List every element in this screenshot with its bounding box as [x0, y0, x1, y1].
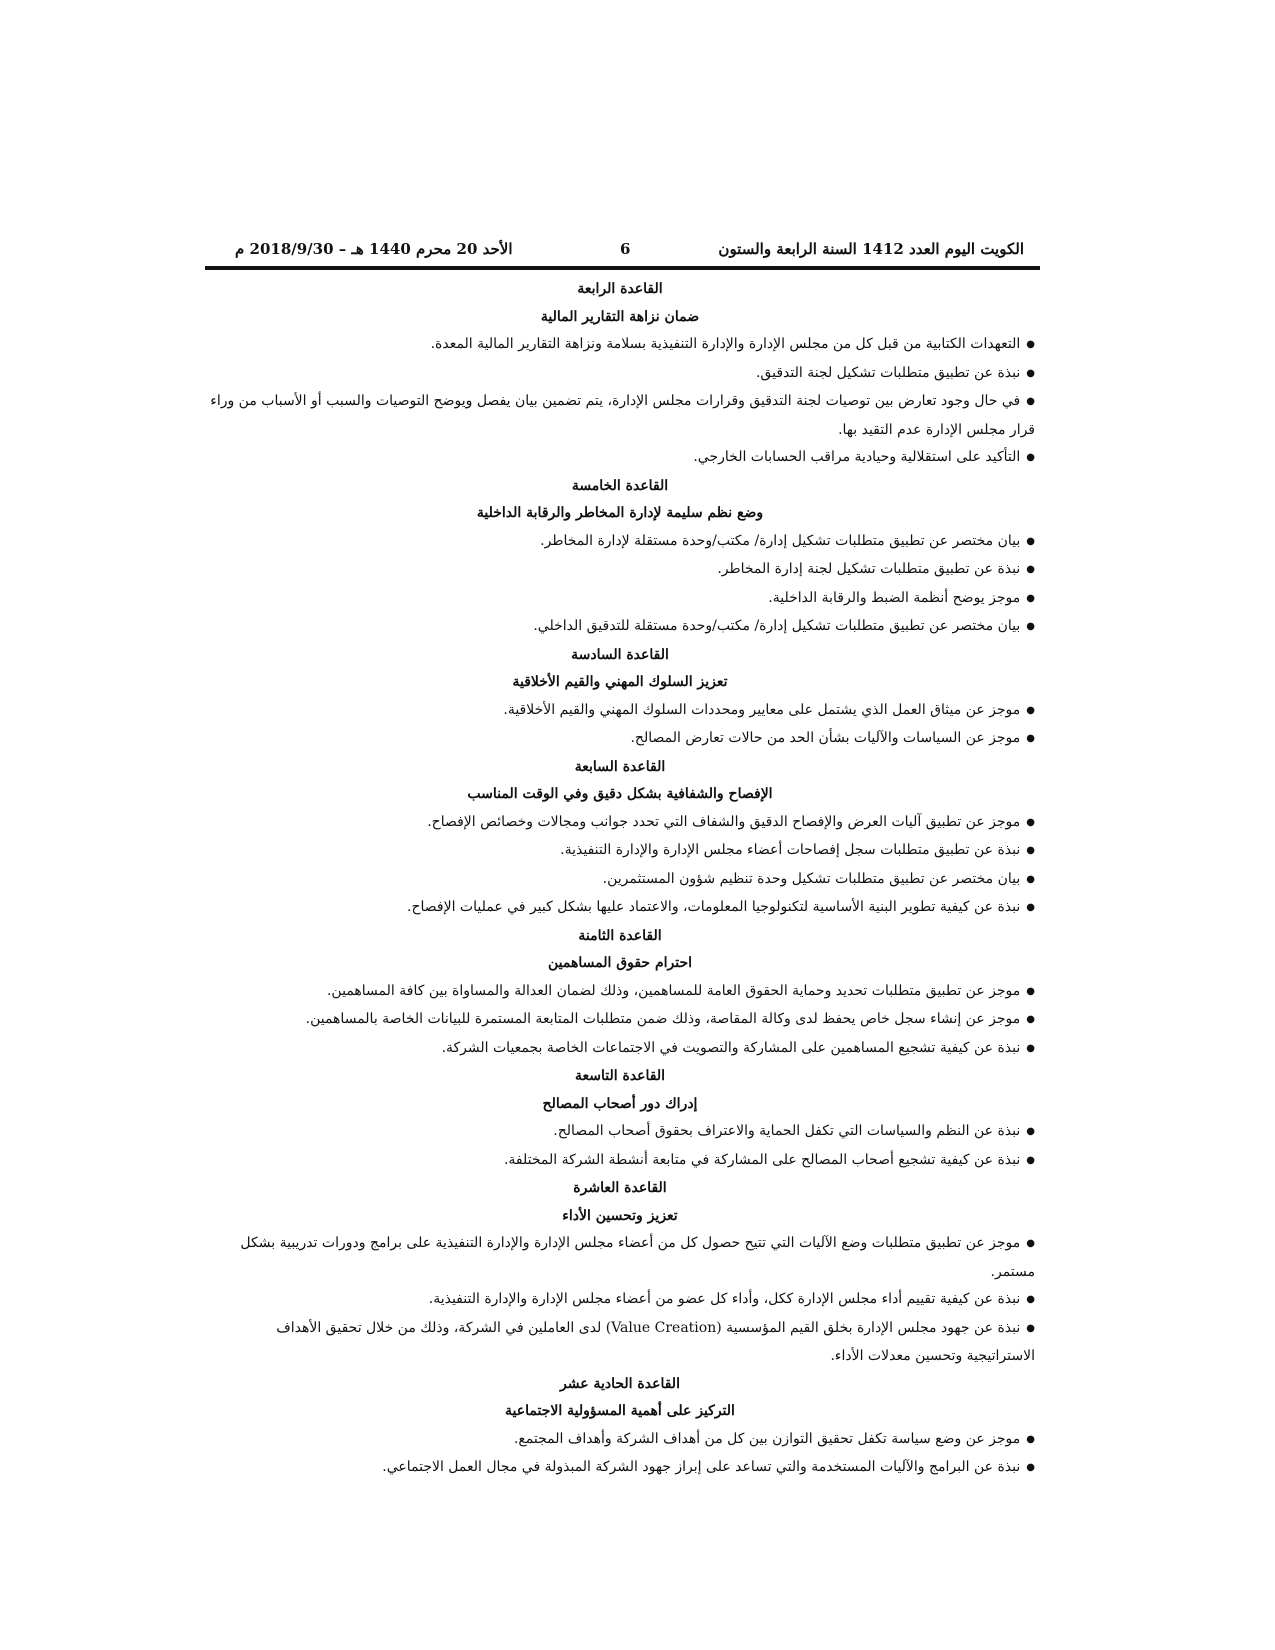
bullet-icon: ●: [1026, 845, 1035, 856]
bullet-text: نبذة عن تطبيق متطلبات سجل إفصاحات أعضاء مجلس الإدارة والإدارة التنفيذية.: [560, 842, 1021, 858]
page-header: [205, 234, 1040, 264]
bullet-icon: ●: [1026, 564, 1035, 575]
bullet-text: التعهدات الكتابية من قبل كل من مجلس الإدارة والإدارة التنفيذية بسلامة ونزاهة التقارير المالية المعدة.: [430, 336, 1021, 352]
bullet-text: موجز عن تطبيق متطلبات وضع الآليات التي تتيح حصول كل من أعضاء مجلس الإدارة والإدارة التنفيذية على برامج ودورات تدريبية بشكل مستمر.: [240, 1235, 1035, 1280]
page-number: 6: [620, 240, 631, 258]
section-title: القاعدة السابعة: [574, 758, 666, 775]
bullet-text: بيان مختصر عن تطبيق متطلبات تشكيل إدارة/ مكتب/وحدة مستقلة للتدقيق الداخلي.: [533, 618, 1021, 634]
bullet-icon: ●: [1026, 621, 1035, 632]
bullet-item: [205, 585, 1035, 614]
section-subtitle: تعزيز السلوك المهني والقيم الأخلاقية: [512, 674, 728, 690]
bullet-item: [205, 360, 1035, 389]
bullet-icon: ●: [1026, 1014, 1035, 1025]
bullet-text: نبذة عن كيفية تطوير البنية الأساسية لتكنولوجيا المعلومات، والاعتماد عليها بشكل كبير في عمليات الإفصاح.: [407, 899, 1021, 915]
bullet-icon: ●: [1026, 816, 1035, 828]
bullet-item: [205, 1454, 1035, 1483]
bullet-item: [205, 1426, 1035, 1455]
header-rule: [205, 266, 1040, 270]
bullet-item: [205, 1118, 1035, 1147]
bullet-text: نبذة عن البرامج والآليات المستخدمة والتي تساعد على إبراز جهود الشركة المبذولة في مجال العمل الاجتماعي.: [382, 1459, 1021, 1475]
section-title: القاعدة الرابعة: [577, 281, 663, 297]
bullet-icon: ●: [1026, 1238, 1035, 1249]
bullet-icon: ●: [1026, 1322, 1035, 1334]
bullet-item: [205, 613, 1035, 642]
bullet-item: [205, 978, 1035, 1007]
bullet-icon: ●: [1026, 535, 1035, 547]
section-subtitle: احترام حقوق المساهمين: [548, 955, 692, 971]
bullet-text: نبذة عن النظم والسياسات التي تكفل الحماية والاعتراف بحقوق أصحاب المصالح.: [553, 1123, 1021, 1139]
issue-date: الأحد 20 محرم 1440 هـ – 2018/9/30 م: [235, 240, 513, 258]
bullet-item: [205, 444, 1035, 473]
section-subtitle: إدراك دور أصحاب المصالح: [542, 1095, 698, 1112]
bullet-item: [205, 697, 1035, 726]
bullet-item: [205, 1315, 1035, 1371]
bullet-text: موجز عن السياسات والآليات بشأن الحد من حالات تعارض المصالح.: [630, 730, 1021, 746]
bullet-text: موجز عن تطبيق آليات العرض والإفصاح الدقيق والشفاف التي تحدد جوانب ومجالات وخصائص الإفصاح.: [427, 813, 1021, 830]
section-title: القاعدة السادسة: [571, 646, 669, 663]
bullet-icon: ●: [1026, 873, 1035, 885]
bullet-text: نبذة عن كيفية تشجيع المساهمين على المشاركة والتصويت في الاجتماعات الخاصة بجمعيات الشركة.: [441, 1039, 1021, 1056]
bullet-text: نبذة عن تطبيق متطلبات تشكيل لجنة التدقيق.: [755, 364, 1021, 381]
bullet-icon: ●: [1026, 1462, 1035, 1473]
document-body: [205, 276, 1035, 1483]
bullet-icon: ●: [1026, 1154, 1035, 1166]
bullet-item: [205, 837, 1035, 866]
bullet-item: [205, 1230, 1035, 1286]
section-subtitle: تعزيز وتحسين الأداء: [562, 1207, 678, 1224]
bullet-text: نبذة عن تطبيق متطلبات تشكيل لجنة إدارة المخاطر.: [717, 561, 1021, 577]
section-title: القاعدة العاشرة: [573, 1180, 667, 1196]
bullet-text: نبذة عن كيفية تقييم أداء مجلس الإدارة ككل، وأداء كل عضو من أعضاء مجلس الإدارة والإدارة التنفيذية.: [428, 1291, 1021, 1307]
bullet-icon: ●: [1026, 1042, 1035, 1054]
bullet-text: موجز عن تطبيق متطلبات تحديد وحماية الحقوق العامة للمساهمين، وذلك لضمان العدالة والمساواة بين كافة المساهمين.: [326, 982, 1021, 999]
bullet-item: [205, 1006, 1035, 1035]
section-title: القاعدة التاسعة: [574, 1068, 666, 1084]
bullet-icon: ●: [1026, 452, 1035, 463]
section-subtitle: ضمان نزاهة التقارير المالية: [540, 308, 700, 325]
bullet-icon: ●: [1026, 1126, 1035, 1137]
bullet-text: موجز عن ميثاق العمل الذي يشتمل على معايير ومحددات السلوك المهني والقيم الأخلاقية.: [503, 701, 1021, 718]
bullet-icon: ●: [1026, 902, 1035, 913]
section-subtitle: وضع نظم سليمة لإدارة المخاطر والرقابة الداخلية: [476, 505, 764, 521]
bullet-text: بيان مختصر عن تطبيق متطلبات تشكيل إدارة/ مكتب/وحدة مستقلة لإدارة المخاطر.: [540, 532, 1021, 549]
bullet-icon: ●: [1026, 396, 1035, 407]
bullet-text: بيان مختصر عن تطبيق متطلبات تشكيل وحدة تنظيم شؤون المستثمرين.: [602, 870, 1021, 887]
bullet-item: [205, 1147, 1035, 1176]
bullet-item: [205, 556, 1035, 585]
bullet-icon: ●: [1026, 592, 1035, 604]
bullet-icon: ●: [1026, 1294, 1035, 1305]
section-subtitle: التركيز على أهمية المسؤولية الاجتماعية: [505, 1403, 735, 1419]
bullet-icon: ●: [1026, 985, 1035, 997]
bullet-item: [205, 1286, 1035, 1315]
bullet-icon: ●: [1026, 704, 1035, 716]
bullet-text: موجز عن وضع سياسة تكفل تحقيق التوازن بين كل من أهداف الشركة وأهداف المجتمع.: [513, 1430, 1021, 1447]
section-title: القاعدة الثامنة: [578, 927, 662, 944]
bullet-item: [205, 725, 1035, 754]
bullet-text: موجز يوضح أنظمة الضبط والرقابة الداخلية.: [768, 589, 1021, 606]
bullet-item: [205, 331, 1035, 360]
bullet-text: التأكيد على استقلالية وحيادية مراقب الحسابات الخارجي.: [693, 449, 1021, 465]
bullet-item: [205, 1035, 1035, 1064]
section-title: القاعدة الخامسة: [571, 477, 669, 494]
section-title: القاعدة الحادية عشر: [560, 1375, 680, 1392]
bullet-item: [205, 528, 1035, 557]
bullet-text: نبذة عن كيفية تشجيع أصحاب المصالح على المشاركة في متابعة أنشطة الشركة المختلفة.: [503, 1151, 1021, 1168]
section-subtitle: الإفصاح والشفافية بشكل دقيق وفي الوقت المناسب: [467, 786, 773, 802]
bullet-icon: ●: [1026, 367, 1035, 379]
bullet-text: في حال وجود تعارض بين توصيات لجنة التدقيق وقرارات مجلس الإدارة، يتم تضمين بيان يفصل ويوضح التوصيات والسبب أو الأسباب من وراء قرار مجلس الإدارة عدم التقيد بها.: [210, 393, 1035, 438]
gazette-issue-info: الكويت اليوم العدد 1412 السنة الرابعة والستون: [718, 240, 1024, 258]
bullet-item: [205, 894, 1035, 923]
bullet-icon: ●: [1026, 339, 1035, 350]
bullet-item: [205, 866, 1035, 895]
bullet-icon: ●: [1026, 733, 1035, 744]
bullet-text: نبذة عن جهود مجلس الإدارة بخلق القيم المؤسسية (Value Creation) لدى العاملين في الشركة، وذلك من خلال تحقيق الأهداف الاستراتيجية وتحسين معدلات الأداء.: [276, 1319, 1035, 1364]
bullet-item: [205, 809, 1035, 838]
bullet-icon: ●: [1026, 1433, 1035, 1445]
bullet-item: [205, 388, 1035, 444]
bullet-text: موجز عن إنشاء سجل خاص يحفظ لدى وكالة المقاصة، وذلك ضمن متطلبات المتابعة المستمرة للبيانات الخاصة بالمساهمين.: [305, 1011, 1021, 1027]
